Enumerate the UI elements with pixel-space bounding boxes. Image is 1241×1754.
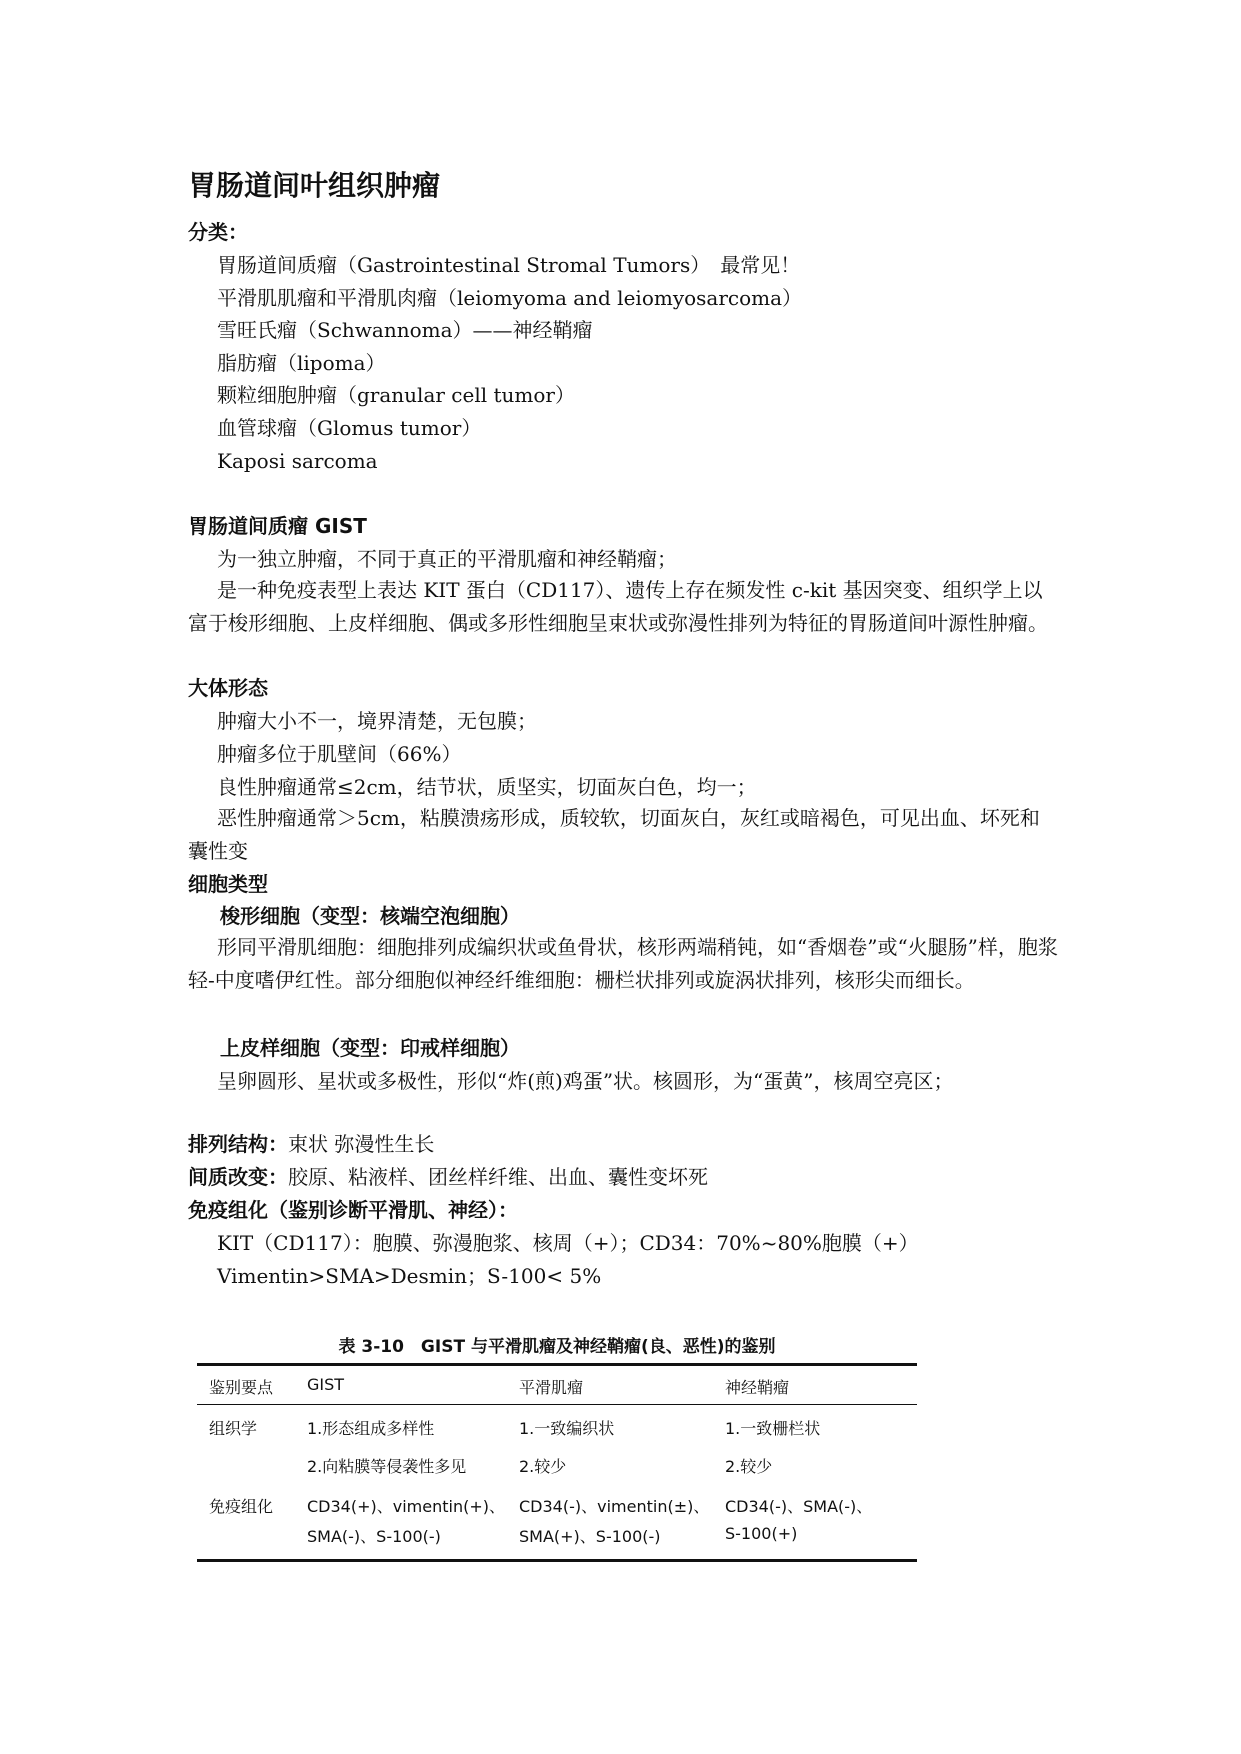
- table-header: 神经鞘瘤: [725, 1378, 790, 1397]
- gross-line: 肿瘤大小不一，境界清楚，无包膜；: [217, 709, 537, 733]
- cells-heading: 细胞类型: [188, 872, 268, 896]
- list-item: 雪旺氏瘤（Schwannoma）——神经鞘瘤: [217, 318, 593, 342]
- gist-heading: 胃肠道间质瘤 GIST: [188, 514, 367, 538]
- table-caption: 表 3-10 GIST 与平滑肌瘤及神经鞘瘤(良、恶性)的鉴别: [338, 1337, 776, 1357]
- arrangement-label: 排列结构：: [188, 1132, 288, 1156]
- list-item: Kaposi sarcoma: [217, 449, 378, 473]
- spindle-paragraph: 形同平滑肌细胞：细胞排列成编织状或鱼骨状，核形两端稍钝，如“香烟卷”或“火腿肠”样，胞浆轻-中度嗜伊红性。部分细胞似神经纤维细胞：栅栏状排列或旋涡状排列，核形尖而细长。: [188, 935, 1058, 992]
- page-title: 胃肠道间叶组织肿瘤: [188, 169, 441, 202]
- gist-line: 为一独立肿瘤，不同于真正的平滑肌瘤和神经鞘瘤；: [217, 547, 677, 571]
- arrangement-text: 束状 弥漫性生长: [288, 1132, 435, 1156]
- table-cell: CD34(-)、SMA(-)、: [725, 1497, 873, 1516]
- table-cell: 2.较少: [519, 1457, 567, 1476]
- gross-heading: 大体形态: [188, 676, 268, 700]
- table-cell: S-100(+): [725, 1524, 798, 1543]
- arrangement-line: [188, 1130, 434, 1158]
- gist-paragraph: 是一种免疫表型上表达 KIT 蛋白（CD117）、遗传上存在频发性 c-kit 基因突变、组织学上以富于梭形细胞、上皮样细胞、偶或多形性细胞呈束状或弥漫性排列为特征的胃肠道间叶源性肿瘤。: [188, 578, 1048, 635]
- table-cell: 1.形态组成多样性: [307, 1419, 435, 1438]
- table-cell: CD34(+)、vimentin(+)、: [307, 1497, 505, 1516]
- table-header: 平滑肌瘤: [519, 1378, 584, 1397]
- ihc-heading: 免疫组化（鉴别诊断平滑肌、神经）：: [188, 1198, 518, 1222]
- list-item: 脂肪瘤（lipoma）: [217, 351, 386, 375]
- comparison-table: [197, 1363, 917, 1573]
- epithelioid-heading: 上皮样细胞（变型：印戒样细胞）: [220, 1036, 520, 1060]
- table-header-rule: [197, 1404, 917, 1405]
- table-top-rule: [197, 1363, 917, 1366]
- table-cell: 1.一致栅栏状: [725, 1419, 821, 1438]
- spindle-heading: 梭形细胞（变型：核端空泡细胞）: [220, 904, 520, 928]
- classification-heading: 分类：: [188, 220, 248, 244]
- stroma-label: 间质改变：: [188, 1165, 288, 1189]
- table-cell: SMA(-)、S-100(-): [307, 1527, 441, 1546]
- ihc-line: Vimentin>SMA>Desmin；S-100< 5%: [217, 1264, 602, 1288]
- table-bottom-rule: [197, 1559, 917, 1562]
- stroma-text: 胶原、粘液样、团丝样纤维、出血、囊性变坏死: [288, 1165, 708, 1189]
- table-header: 鉴别要点: [209, 1378, 274, 1397]
- ihc-line: KIT（CD117）：胞膜、弥漫胞浆、核周（+）；CD34：70%~80%胞膜（+）: [217, 1231, 919, 1255]
- epithelioid-line: 呈卵圆形、星状或多极性，形似“炸(煎)鸡蛋”状。核圆形，为“蛋黄”，核周空亮区；: [217, 1069, 954, 1093]
- list-item: 血管球瘤（Glomus tumor）: [217, 416, 482, 440]
- table-cell: 1.一致编织状: [519, 1419, 615, 1438]
- gross-paragraph: 恶性肿瘤通常＞5cm，粘膜溃疡形成，质较软，切面灰白，灰红或暗褐色，可见出血、坏死和囊性变: [188, 806, 1040, 863]
- table-header: GIST: [307, 1375, 345, 1394]
- table-cell: 2.向粘膜等侵袭性多见: [307, 1457, 467, 1476]
- table-cell: SMA(+)、S-100(-): [519, 1527, 661, 1546]
- stroma-line: [188, 1163, 708, 1191]
- table-cell: 组织学: [209, 1419, 258, 1438]
- table-cell: 2.较少: [725, 1457, 773, 1476]
- gross-line: 肿瘤多位于肌壁间（66%）: [217, 742, 462, 766]
- list-item: 颗粒细胞肿瘤（granular cell tumor）: [217, 383, 575, 407]
- table-cell: CD34(-)、vimentin(±)、: [519, 1497, 710, 1516]
- table-cell: 免疫组化: [209, 1497, 274, 1516]
- gross-line: 良性肿瘤通常≤2cm，结节状，质坚实，切面灰白色，均一；: [217, 775, 757, 799]
- list-item: 平滑肌肌瘤和平滑肌肉瘤（leiomyoma and leiomyosarcoma）: [217, 286, 803, 310]
- list-item: 胃肠道间质瘤（Gastrointestinal Stromal Tumors） 最常见！: [217, 253, 801, 277]
